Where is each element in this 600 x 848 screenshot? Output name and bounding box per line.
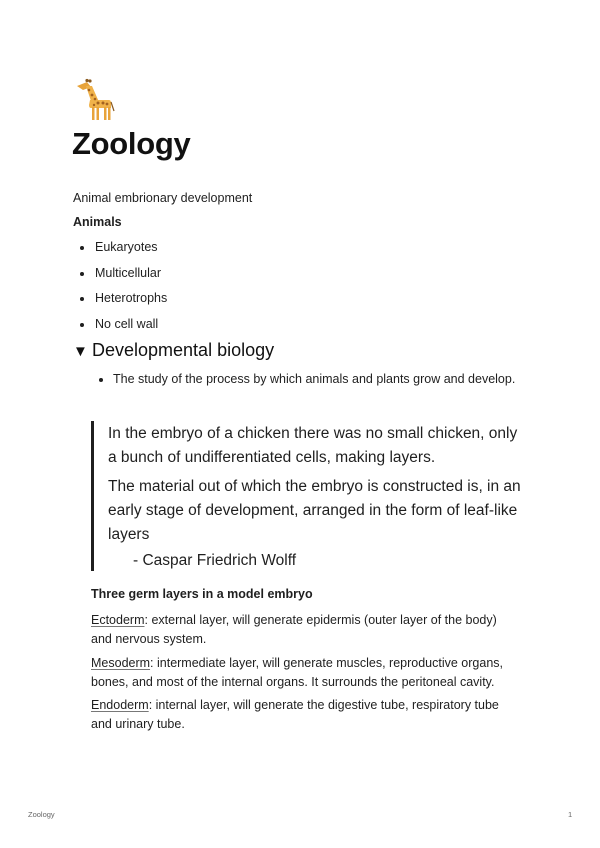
list-item: Multicellular <box>73 264 167 290</box>
footer-page-number: 1 <box>568 810 573 819</box>
quote-attribution: - Caspar Friedrich Wolff <box>133 552 297 569</box>
footer-label: Zoology <box>28 810 55 819</box>
toggle-arrow-icon[interactable]: ▼ <box>73 343 88 360</box>
toggle-heading-label: Developmental biology <box>92 340 275 360</box>
page-title: Zoology <box>72 126 191 161</box>
germ-layer-text: : external layer, will generate epidermis (outer layer of the body) and nervous system. <box>91 613 497 646</box>
animals-list <box>73 238 167 340</box>
germ-layer-text: : intermediate layer, will generate muscles, reproductive organs, bones, and most of the internal organs. It surrounds the peritoneal cavity. <box>91 656 503 689</box>
animals-heading: Animals <box>73 215 122 229</box>
term-link[interactable]: Mesoderm <box>91 656 151 670</box>
term-link[interactable]: Ectoderm <box>91 613 145 627</box>
quote-paragraph: In the embryo of a chicken there was no small chicken, only a bunch of undifferentiated cells, making layers. <box>108 425 518 466</box>
giraffe-icon <box>73 78 115 122</box>
list-item: Heterotrophs <box>73 289 167 315</box>
germ-layer-mesoderm <box>91 654 521 691</box>
list-item: Eukaryotes <box>73 238 167 264</box>
quote-paragraph: The material out of which the embryo is constructed is, in an early stage of development, arranged in the form of leaf-like layers <box>108 478 521 543</box>
term-link[interactable]: Endoderm <box>91 698 149 712</box>
quote-bar <box>91 421 94 571</box>
page-subtitle: Animal embrionary development <box>73 191 253 205</box>
germ-layer-endoderm <box>91 696 521 733</box>
germ-layer-ectoderm <box>91 611 521 648</box>
list-item: The study of the process by which animals and plants grow and develop. <box>92 370 523 389</box>
list-item: No cell wall <box>73 315 167 341</box>
germ-layers-heading: Three germ layers in a model embryo <box>91 587 313 601</box>
germ-layer-text: : internal layer, will generate the digestive tube, respiratory tube and urinary tube. <box>91 698 499 731</box>
developmental-biology-toggle[interactable] <box>73 340 274 361</box>
